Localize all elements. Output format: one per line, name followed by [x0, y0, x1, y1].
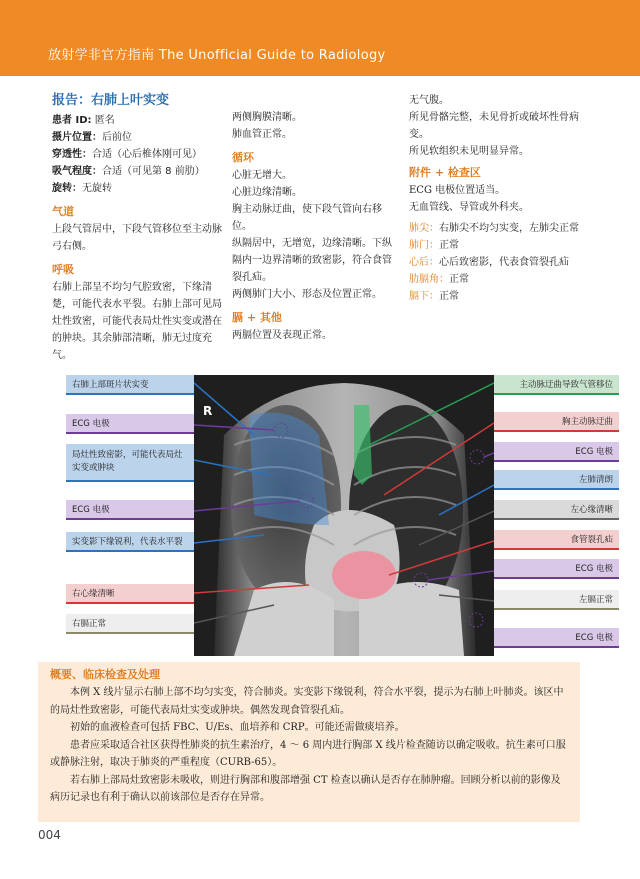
- label-hiatus-hernia: 食管裂孔疝: [494, 530, 619, 550]
- diaphragm-heading: 膈 + 其他: [232, 311, 282, 324]
- inspiration-row: 吸气程度：合适（可见第 8 前肋）: [52, 166, 205, 177]
- chest-xray-drawing: [194, 375, 494, 656]
- breathing-heading: 呼吸: [52, 263, 74, 276]
- circulation-heading: 循环: [232, 151, 254, 164]
- label-ecg-electrode-left-1: ECG 电极: [66, 414, 194, 434]
- extras-text-1: ECG 电极位置适当。: [409, 185, 506, 196]
- label-horizontal-fissure: 实变影下缘锐利，代表水平裂: [66, 532, 194, 552]
- summary-heading: 概要、临床检查及处理: [50, 668, 160, 681]
- airway-heading: 气道: [52, 205, 74, 218]
- diaphragm-text: 两膈位置及表现正常。: [232, 330, 332, 341]
- summary-paragraph-3: 患者应采取适合社区获得性肺炎的抗生素治疗，4 ～ 6 周内进行胸部 X 线片检查随访以确定吸收。抗生素可口服或静脉注射，取决于肺炎的严重程度（CURB-65）。: [50, 739, 566, 768]
- label-thoracic-aorta: 胸主动脉迂曲: [494, 412, 619, 432]
- breathing-text-2: 两侧胸膜清晰。: [232, 112, 302, 123]
- summary-paragraph-4: 若右肺上部局灶致密影未吸收，则进行胸部和腹部增强 CT 检查以确认是否存在肺肿瘤。回顾分析以前的影像及病历记录也有利于确认以前该部位是否存在异常。: [50, 774, 561, 803]
- other-text-1: 无气腹。: [409, 95, 449, 106]
- summary-paragraph-1: 本例 X 线片显示右肺上部不均匀实变，符合肺炎。实变影下缘锐利，符合水平裂，提示为右肺上叶肺炎。该区中的局灶性致密影，可能代表局灶实变或肿块。偶然发现食管裂孔疝。: [50, 687, 564, 716]
- label-left-lung-clear: 左肺清朗: [494, 470, 619, 490]
- page-number: 004: [38, 828, 61, 842]
- report-column-1: [52, 92, 222, 364]
- circulation-text-5: 两侧肺门大小、形态及位置正常。: [232, 289, 382, 300]
- label-left-diaphragm: 左膈正常: [494, 590, 619, 610]
- header-title: 放射学非官方指南 The Unofficial Guide to Radiology: [48, 48, 386, 63]
- label-right-upper-consolidation: 右肺上部斑片状实变: [66, 375, 194, 395]
- xray-side-marker: R: [203, 404, 213, 418]
- projection-row: 摄片位置：后前位: [52, 132, 132, 143]
- breathing-text: 右肺上部呈不均匀气腔致密，下缘清楚，可能代表水平裂。右肺上部可见局灶性致密，可能代表局灶性实变或潜在的肿块。其余肺部清晰，肺无过度充气。: [52, 282, 222, 361]
- chest-xray-image: [194, 375, 494, 656]
- label-ecg-electrode-left-2: ECG 电极: [66, 500, 194, 520]
- label-right-diaphragm: 右膈正常: [66, 614, 194, 634]
- circulation-text-3: 胸主动脉迂曲，使下段气管向右移位。: [232, 204, 382, 232]
- other-text-2: 所见骨骼完整，未见骨折或破坏性骨病变。: [409, 112, 579, 140]
- extras-text-2: 无血管线、导管或外科夹。: [409, 202, 529, 213]
- review-below-diaphragm: 膈下：正常: [409, 291, 459, 302]
- label-right-heart-border: 右心缘清晰: [66, 584, 194, 604]
- page-header: [0, 0, 640, 76]
- report-column-3: [409, 92, 584, 305]
- review-costophrenic: 肋膈角：正常: [409, 274, 469, 285]
- patient-id-row: 患者 ID: 匿名: [52, 115, 115, 126]
- rotation-row: 旋转：无旋转: [52, 183, 112, 194]
- airway-text: 上段气管居中，下段气管移位至主动脉弓右侧。: [52, 224, 222, 252]
- extras-heading: 附件 + 检查区: [409, 166, 481, 179]
- summary-box: [38, 662, 580, 822]
- report-title: 报告：右肺上叶实变: [52, 93, 170, 108]
- review-heart: 心后：心后致密影，代表食管裂孔疝: [409, 257, 569, 268]
- review-apex: 肺尖：右肺尖不均匀实变，左肺尖正常: [409, 223, 579, 234]
- circulation-text-4: 纵隔居中，无增宽，边缘清晰。下纵隔内一边界清晰的致密影，符合食管裂孔疝。: [232, 238, 392, 283]
- report-column-2b: [232, 92, 397, 344]
- label-focal-density: 局灶性致密影，可能代表局灶实变或肿块: [66, 444, 194, 482]
- breathing-text-3: 肺血管正常。: [232, 129, 292, 140]
- label-ecg-electrode-right-3: ECG 电极: [494, 628, 619, 648]
- label-left-heart-border: 左心缘清晰: [494, 500, 619, 520]
- label-ecg-electrode-right-2: ECG 电极: [494, 559, 619, 579]
- chest-xray-figure: [66, 372, 613, 659]
- label-ecg-electrode-right-1: ECG 电极: [494, 442, 619, 462]
- review-hila: 肺门：正常: [409, 240, 459, 251]
- penetration-row: 穿透性：合适（心后椎体刚可见）: [52, 149, 202, 160]
- label-tortuous-aorta-trachea: 主动脉迂曲导致气管移位: [494, 375, 619, 395]
- other-text-3: 所见软组织未见明显异常。: [409, 146, 529, 157]
- circulation-text-2: 心脏边缘清晰。: [232, 187, 302, 198]
- circulation-text-1: 心脏无增大。: [232, 170, 292, 181]
- summary-paragraph-2: 初始的血液检查可包括 FBC、U/Es、血培养和 CRP。可能还需做痰培养。: [70, 722, 405, 733]
